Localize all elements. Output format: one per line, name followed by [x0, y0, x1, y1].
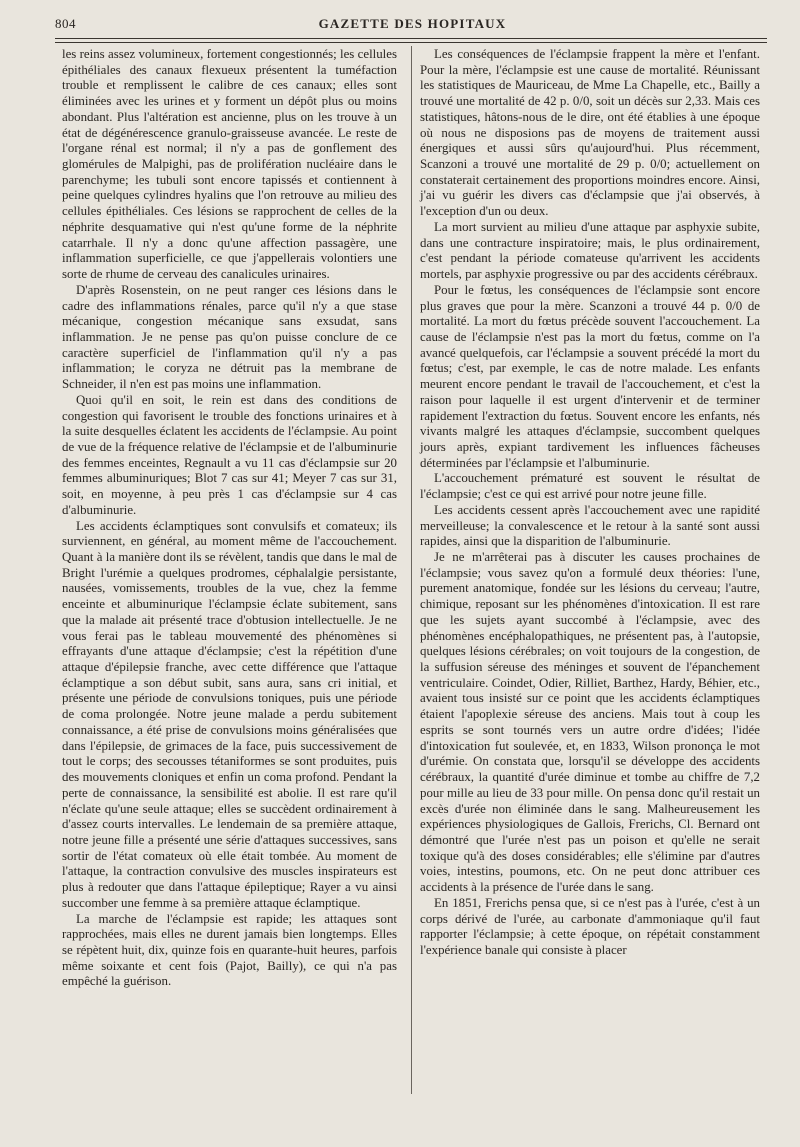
- paragraph: Les accidents éclamptiques sont convulsifs et comateux; ils surviennent, en général, au moment même de l'accouchement. Quant à la manière dont ils se révèlent, tandis que dans le mal de Bright l'urémie a quelques prodromes, céphalalgie persistante, nausées, vomissements, troubles de la vue, chez la femme enceinte et albuminurique l'éclampsie éclate subitement, sans que la malade ait présenté trace d'obtusion intellectuelle. Je ne vous ferai pas le tableau mouvementé des phénomènes si effrayants d'une attaque d'éclampsie; c'est la répétition d'une attaque d'épilepsie franche, avec cette différence que l'attaque éclamptique a son début subit, sans aura, sans cri initial, et présente une période de convulsions toniques, puis une période de coma prolongée. Notre jeune malade a perdu subitement connaissance, a été prise de convulsions moins généralisées que dans l'épilepsie, de grimaces de la face, puis successivement de tout le corps; des secousses tétaniformes se sont produites, puis des mouvements cloniques et enfin un coma profond. Pendant la perte de connaissance, la sensibilité est abolie. Il est rare qu'il n'éclate qu'une seule attaque; elles se succèdent ordinairement à d'assez courts intervalles. Le lendemain de sa première attaque, notre jeune fille a présenté une série d'attaques successives, sans sortir de l'état comateux où elle était tombée. Au moment de l'attaque, la contraction convulsive des muscles inspirateurs est plus à redouter que dans l'attaque épileptique; Rayer a vu ainsi succomber une femme à sa première attaque éclamptique.: [62, 518, 397, 910]
- column-divider: [411, 46, 412, 1094]
- right-column: [420, 47, 760, 959]
- paragraph: Pour le fœtus, les conséquences de l'éclampsie sont encore plus graves que pour la mère. Scanzoni a trouvé 44 p. 0/0 de mortalité. La mort du fœtus précède souvent l'accouchement. La cause de l'éclampsie n'est pas la mort du fœtus, comme on l'a avancé quelquefois, car l'éclampsie a souvent précédé la mort du fœtus; c'est, par exemple, le cas de notre malade. Les enfants meurent encore pendant le travail de l'accouchement, et c'est la raison pour laquelle il est urgent d'intervenir et de terminer rapidement l'extraction du fœtus. Souvent encore les enfants, nés vivants malgré les attaques d'éclampsie, succombent quelques jours après, expiant tardivement les influences fâcheuses déterminées par l'éclampsie et l'albuminurie.: [420, 282, 760, 470]
- paragraph: La mort survient au milieu d'une attaque par asphyxie subite, dans une contracture inspiratoire; mais, le plus ordinairement, c'est pendant la période comateuse qu'arrivent les accidents mortels, par asphyxie progressive ou par des accidents cérébraux.: [420, 219, 760, 282]
- paragraph: Les accidents cessent après l'accouchement avec une rapidité merveilleuse; la convalescence et le retour à la santé sont aussi rapides, ainsi que la disparition de l'albuminurie.: [420, 502, 760, 549]
- paragraph: D'après Rosenstein, on ne peut ranger ces lésions dans le cadre des inflammations rénales, parce qu'il n'y a que stase mécanique, congestion mécanique sans exsudat, sans inflammation. Je ne pense pas qu'on puisse conclure de ce caractère superficiel de l'inflammation qu'il n'y a pas inflammation; le coryza ne détruit pas la membrane de Schneider, il n'en est pas moins une inflammation.: [62, 282, 397, 392]
- journal-title: GAZETTE DES HOPITAUX: [318, 16, 507, 31]
- paragraph: La marche de l'éclampsie est rapide; les attaques sont rapprochées, mais elles ne durent jamais bien longtemps. Elles se répètent huit, dix, quinze fois en quarante-huit heures, parfois même soixante et cent fois (Pajot, Bailly), ce qui n'a pas empêché la guérison.: [62, 911, 397, 989]
- paragraph: Quoi qu'il en soit, le rein est dans des conditions de congestion qui favorisent le trouble des fonctions urinaires et à la suite desquelles éclatent les accidents de l'éclampsie. Au point de vue de la fréquence relative de l'éclampsie et de l'albuminurie des femmes enceintes, Regnault a vu 11 cas d'éclampsie sur 20 femmes albuminuriques; Blot 7 cas sur 41; Meyer 7 cas sur 31, soit, en moyenne, à peu près 1 cas d'éclampsie sur 4 cas d'albuminurie.: [62, 392, 397, 517]
- page-header: [55, 10, 770, 36]
- left-column: [62, 47, 397, 990]
- paragraph: En 1851, Frerichs pensa que, si ce n'est pas à l'urée, c'est à un corps dérivé de l'urée, au carbonate d'ammoniaque qu'il faut rapporter l'éclampsie; à cette époque, on répétait constamment l'expérience banale qui consiste à placer: [420, 895, 760, 957]
- page-number: 804: [55, 16, 76, 31]
- paragraph: Les conséquences de l'éclampsie frappent la mère et l'enfant. Pour la mère, l'éclampsie est une cause de mortalité. Réunissant les statistiques de Mauriceau, de Mme La Chapelle, etc., Bailly a trouvé une mortalité de 42 p. 0/0, soit un décès sur 2,33. Mais ces statistiques, hâtons-nous de le dire, ont été établies à une époque où nous ne disposions pas de moyens de traitement aussi énergiques et aussi sûrs qu'aujourd'hui. Plus récemment, Scanzoni a trouvé une mortalité de 29 p. 0/0; actuellement on constaterait certainement des proportions moindres encore. Ainsi, j'ai vu guérir les divers cas d'éclampsie que j'ai observés, à l'exception d'un ou deux.: [420, 47, 760, 219]
- header-rule: [55, 38, 767, 39]
- header-rule-thin: [55, 42, 767, 43]
- paragraph: les reins assez volumineux, fortement congestionnés; les cellules épithéliales des canaux flexueux présentent la tuméfaction trouble et remplissent le calibre de ces canaux; elles sont éliminées avec les urines et y forment un dépôt plus ou moins abondant. Plus l'altération est ancienne, plus on les trouve à un état de dégénérescence granulo-graisseuse avancée. Le reste de l'organe rénal est normal; il n'y a pas de gonflement des glomérules de Malpighi, pas de prolifération nucléaire dans le parenchyme; les tubuli sont encore tapissés et contiennent à peine quelques cylindres hyalins que l'on retrouve au milieu des cellules épithéliales. Ces lésions se rapprochent de celles de la néphrite desquamative qui n'est qu'une forme de la néphrite catarrhale. Il n'y a donc qu'une affection passagère, une inflammation superficielle, ce que j'appellerais volontiers une sorte de rhume de cerveau des canalicules urinaires.: [62, 47, 397, 282]
- paragraph: L'accouchement prématuré est souvent le résultat de l'éclampsie; c'est ce qui est arrivé pour notre jeune fille.: [420, 471, 760, 502]
- paragraph: Je ne m'arrêterai pas à discuter les causes prochaines de l'éclampsie; vous savez qu'on a formulé deux théories: l'une, purement anatomique, fondée sur les lésions du cerveau; l'autre, chimique, reposant sur les phénomènes d'intoxication. Il est rare que les sujets ayant succombé à l'éclampsie, avec des phénomènes encéphalopathiques, ne présentent pas, à l'autopsie, quelques lésions cérébrales; on voit toujours de la congestion, de la suffusion séreuse des méninges et souvent de l'épanchement ventriculaire. Coindet, Odier, Rilliet, Barthez, Hardy, Béhier, etc., avaient tous insisté sur ce point que les accidents éclamptiques étaient l'apoplexie séreuse des anciens. Mais tout à coup les esprits se sont tournés vers un autre ordre d'idées; l'idée d'intoxication fut soulevée, et, en 1833, Wilson prononça le mot d'urémie. On constata que, lorsqu'il se développe des accidents cérébraux, la quantité d'urée diminue et tombe au chiffre de 7,2 pour mille au lieu de 33 pour mille. On pensa donc qu'il restait un excès d'urée non éliminée dans le sang. Malheureusement les expériences physiologiques de Gallois, Frerichs, Cl. Bernard ont démontré que l'urée n'est pas un poison et qu'elle ne serait toxique qu'à des doses considérables; elle s'élimine par d'autres voies, intestins, poumons, etc. On ne peut donc attribuer ces accidents à la présence de l'urée dans le sang.: [420, 550, 760, 895]
